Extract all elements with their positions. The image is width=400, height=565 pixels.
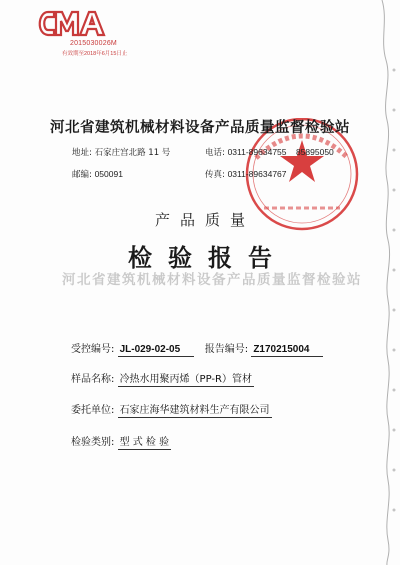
edge-perforation-icon (378, 0, 400, 565)
control-number-value: JL-029-02-05 (118, 344, 194, 357)
watermark-text: 河北省建筑机械材料设备产品质量监督检验站 (62, 272, 362, 288)
inspection-category-row (71, 433, 171, 450)
inspection-category-label: 检验类别: (71, 437, 115, 448)
phone-value: 0311-89634755 85895050 (227, 147, 334, 157)
report-title: 检验报告 (128, 244, 288, 272)
fax-line (205, 168, 287, 180)
control-number-label: 受控编号: (71, 344, 115, 355)
postcode-value: 050091 (94, 169, 123, 179)
sample-name-row (71, 370, 254, 387)
cma-validity: 有效期至2018年6月15日止 (62, 51, 128, 57)
address-value: 石家庄宫北路 11 号 (94, 148, 171, 158)
inspection-category-value: 型 式 检 验 (118, 433, 172, 450)
phone-line (205, 146, 334, 158)
postcode-line (72, 168, 123, 180)
phone-label: 电话: (205, 148, 225, 158)
address-line (72, 146, 170, 158)
report-number-value: Z170215004 (251, 344, 323, 357)
cma-seal (34, 6, 128, 57)
fax-label: 传真: (205, 170, 225, 180)
page-edge-seal (378, 0, 400, 565)
control-number-row (71, 340, 323, 357)
sample-name-value: 冷热水用聚丙烯（PP-R）管材 (118, 370, 254, 387)
organization-name: 河北省建筑机械材料设备产品质量监督检验站 (50, 120, 350, 136)
fax-value: 0311-89634767 (227, 169, 287, 179)
report-number-label: 报告编号: (204, 344, 249, 355)
postcode-label: 邮编: (72, 170, 92, 180)
client-label: 委托单位: (71, 405, 115, 416)
address-label: 地址: (72, 148, 92, 158)
cma-number: 2015030026M (70, 40, 117, 47)
client-row (71, 401, 272, 418)
client-value: 石家庄海华建筑材料生产有限公司 (118, 401, 272, 418)
sample-name-label: 样品名称: (71, 374, 115, 385)
report-subtitle: 产品质量 (154, 211, 255, 229)
